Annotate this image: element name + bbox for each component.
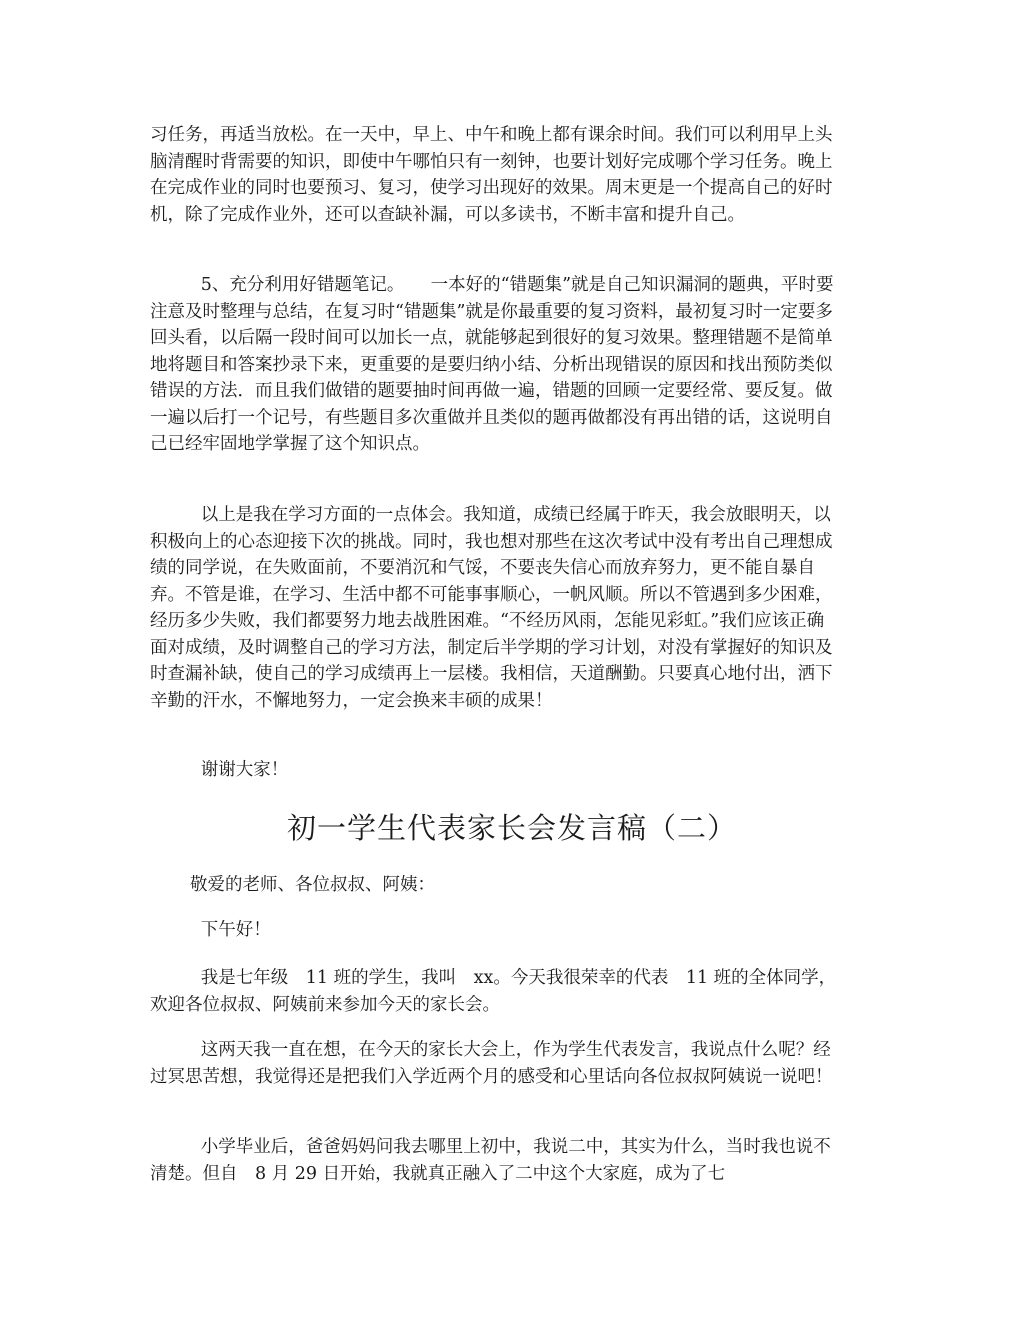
- paragraph-study-schedule: 习任务，再适当放松。在一天中，早上、中午和晚上都有课余时间。我们可以利用早上头脑清醒时背需要的知识，即使中午哪怕只有一刻钟，也要计划好完成哪个学习任务。晚上在完成作业的同时也要预习、复习，使学习出现好的效果。周末更是一个提高自己的好时机，除了完成作业外，还可以查缺补漏，可以多读书，不断丰富和提升自己。: [150, 125, 833, 225]
- paragraph-reflection: 以上是我在学习方面的一点体会。我知道，成绩已经属于昨天，我会放眼明天，以积极向上的心态迎接下次的挑战。同时，我也想对那些在这次考试中没有考出自己理想成绩的同学说，在失败面前，不要消沉和气馁，不要丧失信心而放弃努力，更不能自暴自弃。不管是谁，在学习、生活中都不可能事事顺心，一帆风顺。所以不管遇到多少困难，经历多少失败，我们都要努力地去战胜困难。“不经历风雨，怎能见彩虹。”我们应该正确面对成绩，及时调整自己的学习方法，制定后半学期的学习计划，对没有掌握好的知识及时查漏补缺，使自己的学习成绩再上一层楼。我相信，天道酬勤。只要真心地付出，洒下辛勤的汗水，不懈地努力，一定会换来丰硕的成果！: [150, 505, 833, 711]
- paragraph-thoughts: 这两天我一直在想，在今天的家长大会上，作为学生代表发言，我说点什么呢？经过冥思苦想，我觉得还是把我们入学近两个月的感受和心里话向各位叔叔阿姨说一说吧！: [150, 1040, 833, 1087]
- paragraph-error-notebook: 5、充分利用好错题笔记。 一本好的“错题集”就是自己知识漏洞的题典，平时要注意及时整理与总结，在复习时“错题集”就是你最重要的复习资料，最初复习时一定要多回头看，以后隔一段时间可以加长一点，就能够起到很好的复习效果。整理错题不是简单地将题目和答案抄录下来，更重要的是要归纳小结、分析出现错误的原因和找出预防类似错误的方法．而且我们做错的题要抽时间再做一遍，错题的回顾一定要经常、要反复。做一遍以后打一个记号，有些题目多次重做并且类似的题再做都没有再出错的话，这说明自己已经牢固地学掌握了这个知识点。: [150, 275, 834, 454]
- paragraph-school-choice: 小学毕业后，爸爸妈妈问我去哪里上初中，我说二中，其实为什么，当时我也说不清楚。但自 8 月 29 日开始，我就真正融入了二中这个大家庭，成为了七: [150, 1137, 831, 1184]
- paragraph-introduction: 我是七年级 11 班的学生，我叫 xx。今天我很荣幸的代表 11 班的全体同学，欢迎各位叔叔、阿姨前来参加今天的家长会。: [150, 968, 837, 1015]
- greeting: 下午好！: [200, 920, 271, 940]
- paragraph-thanks: 谢谢大家！: [200, 760, 289, 780]
- section-title: 初一学生代表家长会发言稿（二）: [286, 811, 737, 845]
- salutation: 敬爱的老师、各位叔叔、阿姨：: [190, 875, 435, 895]
